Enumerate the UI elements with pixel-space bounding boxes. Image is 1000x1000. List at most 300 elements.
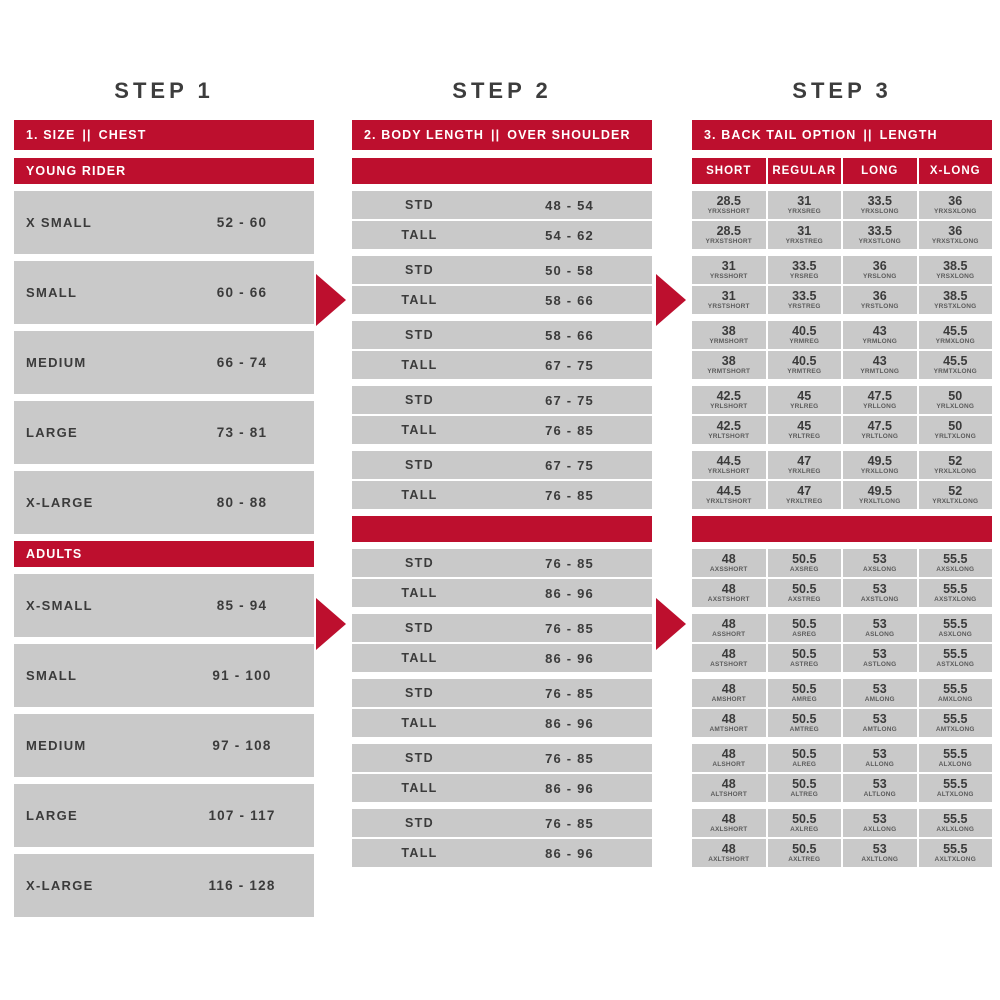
- fit-label: TALL: [401, 423, 438, 437]
- body-length-value: 76 - 85: [545, 685, 594, 701]
- body-length-row[interactable]: [352, 256, 652, 284]
- step-2-column: [352, 120, 652, 874]
- fit-label: STD: [405, 458, 434, 472]
- body-length-row[interactable]: [352, 416, 652, 444]
- body-length-value: 67 - 75: [545, 457, 594, 473]
- tail-length-value: 31: [797, 223, 812, 238]
- tail-cell[interactable]: [919, 709, 993, 737]
- tail-cell[interactable]: [843, 451, 917, 479]
- size-row[interactable]: [14, 261, 314, 324]
- fit-label: STD: [405, 198, 434, 212]
- body-length-group: [352, 386, 652, 444]
- tail-length-value: 44.5: [716, 453, 741, 468]
- tail-sku-code: YRXSTSHORT: [705, 237, 752, 245]
- body-length-row[interactable]: [352, 386, 652, 414]
- tail-sku-code: AMTXLONG: [935, 725, 975, 733]
- tail-length-value: 53: [872, 681, 887, 696]
- body-length-row[interactable]: [352, 679, 652, 707]
- tail-sku-code: ASSHORT: [712, 630, 746, 638]
- tail-sku-code: YRMTREG: [787, 367, 822, 375]
- body-length-row[interactable]: [352, 286, 652, 314]
- step-2-header: [352, 120, 652, 150]
- tail-cell[interactable]: [768, 416, 842, 444]
- fit-label: STD: [405, 556, 434, 570]
- tail-cell[interactable]: [768, 839, 842, 867]
- tail-cell[interactable]: [919, 644, 993, 672]
- body-length-value: 86 - 96: [545, 650, 594, 666]
- step-1-body: [14, 158, 314, 917]
- tail-cell[interactable]: [843, 286, 917, 314]
- tail-cell[interactable]: [692, 221, 766, 249]
- tail-sku-code: AXSTXLONG: [934, 595, 977, 603]
- tail-sku-code: ASTXLONG: [936, 660, 975, 668]
- tail-sku-code: AXLLONG: [863, 825, 897, 833]
- fit-label: TALL: [401, 293, 438, 307]
- tail-cell[interactable]: [843, 256, 917, 284]
- tail-cell[interactable]: [692, 416, 766, 444]
- body-length-group: [352, 321, 652, 379]
- step-1-header-separator: ||: [82, 128, 92, 142]
- tail-cell[interactable]: [843, 191, 917, 219]
- tail-length-value: 53: [872, 646, 887, 661]
- body-length-value: 76 - 85: [545, 750, 594, 766]
- tail-length-value: 55.5: [943, 681, 968, 696]
- tail-cell[interactable]: [768, 351, 842, 379]
- tail-cell[interactable]: [692, 191, 766, 219]
- tail-sku-code: YRMLONG: [862, 337, 898, 345]
- tail-length-value: 53: [872, 581, 887, 596]
- tail-length-value: 47.5: [867, 418, 892, 433]
- tail-sku-code: YRLTREG: [788, 432, 821, 440]
- body-length-value: 86 - 96: [545, 780, 594, 796]
- tail-sku-code: YRMXLONG: [935, 337, 975, 345]
- fit-label: STD: [405, 816, 434, 830]
- tail-length-value: 52: [948, 453, 963, 468]
- tail-sku-code: ASTLONG: [863, 660, 897, 668]
- size-row[interactable]: [14, 401, 314, 464]
- tail-cell[interactable]: [768, 709, 842, 737]
- tail-length-value: 38: [721, 323, 736, 338]
- tail-row: [692, 191, 992, 219]
- body-length-value: 76 - 85: [545, 815, 594, 831]
- tail-sku-code: AXSXLONG: [936, 565, 975, 573]
- tail-length-value: 55.5: [943, 776, 968, 791]
- tail-cell[interactable]: [843, 614, 917, 642]
- tail-cell[interactable]: [919, 809, 993, 837]
- fit-label: STD: [405, 751, 434, 765]
- size-label: LARGE: [26, 808, 78, 823]
- tail-sku-code: AMXLONG: [937, 695, 973, 703]
- body-length-row[interactable]: [352, 191, 652, 219]
- tail-sku-code: YRXLTSHORT: [705, 497, 752, 505]
- tail-length-value: 33.5: [867, 193, 892, 208]
- tail-length-value: 31: [721, 288, 736, 303]
- tail-sku-code: YRXLSHORT: [707, 467, 750, 475]
- tail-length-value: 36: [872, 288, 887, 303]
- body-length-row[interactable]: [352, 321, 652, 349]
- tail-cell[interactable]: [919, 549, 993, 577]
- size-row[interactable]: [14, 331, 314, 394]
- body-length-group-header: [352, 158, 652, 184]
- tail-length-value: 50: [948, 388, 963, 403]
- tail-sku-code: YRSTXLONG: [934, 302, 977, 310]
- tail-length-value: 55.5: [943, 841, 968, 856]
- tail-length-value: 55.5: [943, 746, 968, 761]
- tail-cell[interactable]: [919, 256, 993, 284]
- tail-cell[interactable]: [692, 614, 766, 642]
- size-group-label: ADULTS: [26, 547, 83, 561]
- tail-cell[interactable]: [768, 286, 842, 314]
- body-length-group: [352, 809, 652, 867]
- tail-cell[interactable]: [768, 191, 842, 219]
- tail-sku-code: YRXSTXLONG: [931, 237, 979, 245]
- tail-option-column-header: X-LONG: [919, 158, 993, 184]
- tail-cell[interactable]: [692, 839, 766, 867]
- tail-sku-code: ASTSHORT: [710, 660, 748, 668]
- size-row[interactable]: [14, 784, 314, 847]
- tail-sku-code: AXLREG: [790, 825, 819, 833]
- size-label: X-LARGE: [26, 878, 94, 893]
- tail-length-value: 50: [948, 418, 963, 433]
- tail-length-value: 48: [721, 711, 736, 726]
- tail-cell[interactable]: [768, 614, 842, 642]
- tail-length-value: 55.5: [943, 551, 968, 566]
- step-3-column: [692, 120, 992, 874]
- tail-cell[interactable]: [692, 809, 766, 837]
- tail-length-value: 48: [721, 616, 736, 631]
- fit-label: TALL: [401, 586, 438, 600]
- tail-cell[interactable]: [919, 451, 993, 479]
- step-3-header-separator: ||: [863, 128, 873, 142]
- size-row[interactable]: [14, 191, 314, 254]
- tail-sku-code: YRLLONG: [863, 402, 897, 410]
- tail-cell[interactable]: [692, 286, 766, 314]
- tail-cell[interactable]: [692, 256, 766, 284]
- tail-sku-code: YRSREG: [789, 272, 819, 280]
- tail-cell[interactable]: [768, 386, 842, 414]
- size-row[interactable]: [14, 854, 314, 917]
- tail-cell[interactable]: [692, 744, 766, 772]
- size-row[interactable]: [14, 644, 314, 707]
- tail-group: [692, 744, 992, 802]
- tail-row: [692, 286, 992, 314]
- body-length-group-header: [352, 516, 652, 542]
- tail-sku-code: ALXLONG: [938, 760, 972, 768]
- tail-sku-code: YRMTXLONG: [933, 367, 977, 375]
- tail-sku-code: ALTREG: [790, 790, 818, 798]
- tail-cell[interactable]: [843, 679, 917, 707]
- tail-sku-code: AMREG: [791, 695, 817, 703]
- tail-row: [692, 809, 992, 837]
- step-3-body: [692, 191, 992, 867]
- arrow-right-icon: [656, 598, 686, 650]
- tail-length-value: 50.5: [792, 681, 817, 696]
- tail-sku-code: YRXLLONG: [860, 467, 899, 475]
- tail-sku-code: YRMREG: [789, 337, 820, 345]
- tail-cell[interactable]: [768, 679, 842, 707]
- tail-cell[interactable]: [768, 549, 842, 577]
- tail-sku-code: YRSTLONG: [860, 302, 899, 310]
- tail-sku-code: YRXLTXLONG: [932, 497, 979, 505]
- tail-cell[interactable]: [692, 774, 766, 802]
- tail-cell[interactable]: [843, 481, 917, 509]
- tail-cell[interactable]: [692, 549, 766, 577]
- tail-length-value: 53: [872, 746, 887, 761]
- tail-sku-code: ALLONG: [865, 760, 895, 768]
- tail-cell[interactable]: [692, 481, 766, 509]
- tail-length-value: 53: [872, 776, 887, 791]
- tail-cell[interactable]: [768, 744, 842, 772]
- tail-cell[interactable]: [768, 256, 842, 284]
- tail-length-value: 53: [872, 551, 887, 566]
- tail-cell[interactable]: [768, 579, 842, 607]
- tail-cell[interactable]: [919, 839, 993, 867]
- tail-cell[interactable]: [692, 351, 766, 379]
- body-length-row[interactable]: [352, 451, 652, 479]
- tail-cell[interactable]: [692, 451, 766, 479]
- tail-length-value: 49.5: [867, 483, 892, 498]
- tail-cell[interactable]: [768, 644, 842, 672]
- tail-cell[interactable]: [919, 614, 993, 642]
- tail-cell[interactable]: [843, 644, 917, 672]
- tail-cell[interactable]: [919, 579, 993, 607]
- size-label: SMALL: [26, 285, 78, 300]
- tail-sku-code: YRSTREG: [787, 302, 821, 310]
- tail-sku-code: AXSLONG: [862, 565, 897, 573]
- body-length-value: 50 - 58: [545, 262, 594, 278]
- tail-group: [692, 679, 992, 737]
- tail-sku-code: AXLTREG: [788, 855, 821, 863]
- tail-length-value: 36: [948, 193, 963, 208]
- tail-sku-code: YRSLONG: [862, 272, 897, 280]
- tail-group: [692, 451, 992, 509]
- step-2-body: [352, 158, 652, 867]
- step-3-header-right: LENGTH: [879, 128, 938, 142]
- tail-length-value: 53: [872, 841, 887, 856]
- tail-row: [692, 579, 992, 607]
- tail-cell[interactable]: [843, 321, 917, 349]
- tail-sku-code: YRSTSHORT: [707, 302, 750, 310]
- tail-group: [692, 321, 992, 379]
- tail-row: [692, 386, 992, 414]
- tail-length-value: 40.5: [792, 353, 817, 368]
- tail-cell[interactable]: [768, 809, 842, 837]
- tail-option-column-header: LONG: [843, 158, 917, 184]
- body-length-value: 76 - 85: [545, 620, 594, 636]
- tail-cell[interactable]: [768, 451, 842, 479]
- tail-sku-code: YRSSHORT: [709, 272, 748, 280]
- tail-sku-code: ALTSHORT: [710, 790, 747, 798]
- tail-sku-code: YRXSSHORT: [707, 207, 750, 215]
- tail-cell[interactable]: [919, 679, 993, 707]
- body-length-value: 58 - 66: [545, 327, 594, 343]
- tail-length-value: 55.5: [943, 616, 968, 631]
- body-length-row[interactable]: [352, 579, 652, 607]
- tail-cell[interactable]: [692, 709, 766, 737]
- tail-cell[interactable]: [768, 321, 842, 349]
- tail-length-value: 55.5: [943, 581, 968, 596]
- tail-cell[interactable]: [843, 549, 917, 577]
- tail-cell[interactable]: [919, 774, 993, 802]
- tail-length-value: 55.5: [943, 646, 968, 661]
- tail-sku-code: YRMTLONG: [860, 367, 900, 375]
- tail-option-column-header: REGULAR: [768, 158, 842, 184]
- tail-length-value: 48: [721, 581, 736, 596]
- body-length-row[interactable]: [352, 221, 652, 249]
- tail-row: [692, 451, 992, 479]
- body-length-group: [352, 614, 652, 672]
- tail-option-column-header: SHORT: [692, 158, 766, 184]
- body-length-row[interactable]: [352, 351, 652, 379]
- tail-length-value: 48: [721, 681, 736, 696]
- body-length-value: 86 - 96: [545, 845, 594, 861]
- tail-sku-code: ALTXLONG: [936, 790, 974, 798]
- body-length-row[interactable]: [352, 614, 652, 642]
- tail-length-value: 38.5: [943, 288, 968, 303]
- body-length-row[interactable]: [352, 644, 652, 672]
- body-length-group: [352, 451, 652, 509]
- tail-cell[interactable]: [919, 351, 993, 379]
- size-label: X-SMALL: [26, 598, 93, 613]
- tail-length-value: 50.5: [792, 646, 817, 661]
- tail-sku-code: AXSREG: [789, 565, 819, 573]
- tail-cell[interactable]: [692, 679, 766, 707]
- body-length-value: 86 - 96: [545, 715, 594, 731]
- chest-value: 91 - 100: [212, 668, 272, 683]
- tail-length-value: 47.5: [867, 388, 892, 403]
- tail-cell[interactable]: [692, 579, 766, 607]
- tail-cell[interactable]: [843, 744, 917, 772]
- tail-sku-code: AXLTLONG: [861, 855, 899, 863]
- size-row[interactable]: [14, 574, 314, 637]
- tail-cell[interactable]: [919, 221, 993, 249]
- chest-value: 85 - 94: [216, 598, 268, 613]
- tail-cell[interactable]: [843, 416, 917, 444]
- body-length-value: 67 - 75: [545, 392, 594, 408]
- tail-cell[interactable]: [843, 774, 917, 802]
- tail-cell[interactable]: [692, 644, 766, 672]
- tail-cell[interactable]: [919, 321, 993, 349]
- tail-length-value: 50.5: [792, 616, 817, 631]
- body-length-row[interactable]: [352, 481, 652, 509]
- size-group-header: [14, 158, 314, 184]
- tail-cell[interactable]: [843, 839, 917, 867]
- tail-length-value: 53: [872, 811, 887, 826]
- tail-sku-code: AXSSHORT: [709, 565, 748, 573]
- arrow-right-icon: [316, 598, 346, 650]
- tail-sku-code: AMSHORT: [711, 695, 746, 703]
- body-length-row[interactable]: [352, 744, 652, 772]
- fit-label: STD: [405, 263, 434, 277]
- tail-length-value: 36: [872, 258, 887, 273]
- tail-length-value: 50.5: [792, 841, 817, 856]
- tail-length-value: 52: [948, 483, 963, 498]
- tail-cell[interactable]: [692, 386, 766, 414]
- step-2-header-separator: ||: [491, 128, 501, 142]
- chest-value: 80 - 88: [216, 495, 268, 510]
- tail-length-value: 53: [872, 711, 887, 726]
- step-1-column: [14, 120, 314, 924]
- tail-sku-code: YRLTSHORT: [708, 432, 750, 440]
- tail-cell[interactable]: [843, 809, 917, 837]
- tail-row: [692, 481, 992, 509]
- body-length-row[interactable]: [352, 709, 652, 737]
- tail-length-value: 40.5: [792, 323, 817, 338]
- tail-cell[interactable]: [692, 321, 766, 349]
- tail-row: [692, 321, 992, 349]
- tail-cell[interactable]: [768, 221, 842, 249]
- fit-label: STD: [405, 328, 434, 342]
- tail-sku-code: YRXLTREG: [785, 497, 823, 505]
- tail-length-value: 45.5: [943, 353, 968, 368]
- size-row[interactable]: [14, 471, 314, 534]
- body-length-value: 58 - 66: [545, 292, 594, 308]
- tail-cell[interactable]: [919, 744, 993, 772]
- tail-sku-code: YRLTXLONG: [934, 432, 976, 440]
- body-length-row[interactable]: [352, 839, 652, 867]
- tail-sku-code: YRLREG: [790, 402, 819, 410]
- tail-cell[interactable]: [919, 416, 993, 444]
- tail-group: [692, 191, 992, 249]
- body-length-row[interactable]: [352, 774, 652, 802]
- body-length-group: [352, 744, 652, 802]
- tail-length-value: 42.5: [716, 388, 741, 403]
- tail-sku-code: AXSTSHORT: [707, 595, 750, 603]
- size-group-label: YOUNG RIDER: [26, 164, 127, 178]
- body-length-group: [352, 256, 652, 314]
- tail-cell[interactable]: [843, 351, 917, 379]
- tail-cell[interactable]: [843, 386, 917, 414]
- size-row[interactable]: [14, 714, 314, 777]
- tail-sku-code: AXLXLONG: [936, 825, 975, 833]
- tail-sku-code: AXSTLONG: [860, 595, 899, 603]
- tail-length-value: 45: [797, 388, 812, 403]
- tail-cell[interactable]: [919, 481, 993, 509]
- tail-length-value: 48: [721, 841, 736, 856]
- chest-value: 116 - 128: [208, 878, 276, 893]
- body-length-row[interactable]: [352, 809, 652, 837]
- tail-sku-code: YRSXLONG: [936, 272, 975, 280]
- tail-cell[interactable]: [768, 774, 842, 802]
- tail-sku-code: ALSHORT: [712, 760, 746, 768]
- tail-length-value: 33.5: [867, 223, 892, 238]
- tail-cell[interactable]: [843, 221, 917, 249]
- body-length-group: [352, 549, 652, 607]
- step-1-header-left: 1. SIZE: [26, 128, 76, 142]
- tail-row: [692, 709, 992, 737]
- tail-cell[interactable]: [919, 191, 993, 219]
- tail-row: [692, 351, 992, 379]
- size-label: LARGE: [26, 425, 78, 440]
- tail-length-value: 48: [721, 646, 736, 661]
- fit-label: TALL: [401, 716, 438, 730]
- tail-cell[interactable]: [919, 386, 993, 414]
- tail-cell[interactable]: [843, 709, 917, 737]
- tail-length-value: 48: [721, 776, 736, 791]
- tail-sku-code: YRXSLONG: [860, 207, 899, 215]
- tail-cell[interactable]: [919, 286, 993, 314]
- tail-sku-code: ASXLONG: [938, 630, 973, 638]
- chest-value: 52 - 60: [216, 215, 268, 230]
- tail-length-value: 28.5: [716, 193, 741, 208]
- tail-cell[interactable]: [843, 579, 917, 607]
- step-2-title: STEP 2: [452, 78, 552, 103]
- tail-sku-code: YRXLXLONG: [934, 467, 977, 475]
- body-length-value: 86 - 96: [545, 585, 594, 601]
- tail-cell[interactable]: [768, 481, 842, 509]
- tail-sku-code: YRXSXLONG: [933, 207, 977, 215]
- body-length-row[interactable]: [352, 549, 652, 577]
